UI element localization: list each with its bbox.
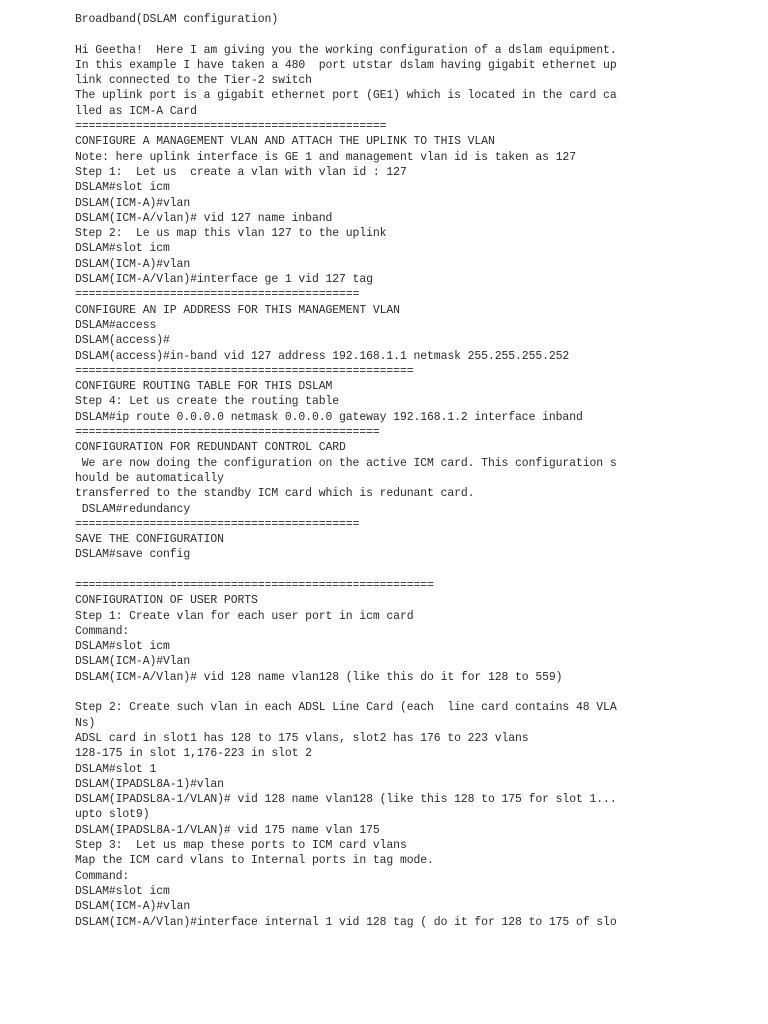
document-line: DSLAM#save config: [75, 547, 191, 562]
document-line: CONFIGURE A MANAGEMENT VLAN AND ATTACH THE UPLINK TO THIS VLAN: [75, 134, 495, 149]
document-line: SAVE THE CONFIGURATION: [75, 532, 224, 547]
document-line: 128-175 in slot 1,176-223 in slot 2: [75, 746, 312, 761]
document-line: Step 1: Create vlan for each user port in icm card: [75, 608, 414, 623]
document-line: DSLAM(ICM-A)#vlan: [75, 899, 191, 914]
document-line: DSLAM#redundancy: [75, 501, 191, 516]
document-line: ==================================================: [75, 363, 414, 378]
document-line: ==============================================: [75, 119, 387, 134]
document-line: Step 1: Let us create a vlan with vlan id : 127: [75, 164, 407, 179]
document-line: DSLAM(access)#in-band vid 127 address 192.168.1.1 netmask 255.255.255.252: [75, 348, 570, 363]
document-line: CONFIGURE ROUTING TABLE FOR THIS DSLAM: [75, 379, 333, 394]
document-line: upto slot9): [75, 807, 150, 822]
document-line: ADSL card in slot1 has 128 to 175 vlans, slot2 has 176 to 223 vlans: [75, 730, 529, 745]
document-line: DSLAM(ICM-A/Vlan)# vid 128 name vlan128 (like this do it for 128 to 559): [75, 669, 563, 684]
document-line: Step 2: Le us map this vlan 127 to the uplink: [75, 226, 387, 241]
document-line: DSLAM(ICM-A)#Vlan: [75, 654, 191, 669]
document-line: transferred to the standby ICM card which is redunant card.: [75, 486, 475, 501]
document-line: CONFIGURATION FOR REDUNDANT CONTROL CARD: [75, 440, 346, 455]
document-line: Command:: [75, 623, 130, 638]
document-body: [75, 12, 707, 930]
document-line: DSLAM(ICM-A)#vlan: [75, 256, 191, 271]
document-line: Broadband(DSLAM configuration): [75, 12, 279, 26]
document-line: hould be automatically: [75, 470, 224, 485]
document-line: DSLAM#ip route 0.0.0.0 netmask 0.0.0.0 gateway 192.168.1.2 interface inband: [75, 409, 583, 424]
document-line: lled as ICM-A Card: [75, 103, 197, 118]
document-line: DSLAM#access: [75, 317, 157, 332]
document-line: =============================================: [75, 425, 380, 440]
document-line: The uplink port is a gigabit ethernet port (GE1) which is located in the card ca: [75, 88, 617, 103]
document-line: link connected to the Tier-2 switch: [75, 73, 312, 88]
document-line: CONFIGURATION OF USER PORTS: [75, 593, 258, 608]
blank-line: [75, 27, 707, 42]
document-line: Command:: [75, 868, 130, 883]
document-line: DSLAM#slot icm: [75, 180, 170, 195]
document-line: DSLAM(IPADSL8A-1/VLAN)# vid 175 name vlan 175: [75, 822, 380, 837]
document-line: DSLAM(ICM-A)#vlan: [75, 195, 191, 210]
document-line: DSLAM#slot icm: [75, 883, 170, 898]
document-line: ==========================================: [75, 516, 360, 531]
document-line: Step 4: Let us create the routing table: [75, 394, 340, 409]
document-line: Hi Geetha! Here I am giving you the working configuration of a dslam equipment.: [75, 42, 617, 57]
document-line: Ns): [75, 715, 96, 730]
document-line: In this example I have taken a 480 port utstar dslam having gigabit ethernet up: [75, 57, 617, 72]
document-line: ==========================================: [75, 287, 360, 302]
document-line: Step 3: Let us map these ports to ICM card vlans: [75, 838, 407, 853]
blank-line: [75, 563, 707, 578]
blank-line: [75, 685, 707, 700]
document-line: DSLAM(ICM-A/Vlan)#interface ge 1 vid 127 tag: [75, 272, 373, 287]
document-line: DSLAM(access)#: [75, 333, 170, 348]
document-line: Step 2: Create such vlan in each ADSL Line Card (each line card contains 48 VLA: [75, 700, 617, 715]
document-line: Map the ICM card vlans to Internal ports in tag mode.: [75, 853, 434, 868]
document-line: Note: here uplink interface is GE 1 and management vlan id is taken as 127: [75, 149, 576, 164]
document-line: DSLAM(ICM-A/vlan)# vid 127 name inband: [75, 210, 333, 225]
document-line: DSLAM(ICM-A/Vlan)#interface internal 1 vid 128 tag ( do it for 128 to 175 of slo: [75, 914, 617, 929]
document-line: CONFIGURE AN IP ADDRESS FOR THIS MANAGEMENT VLAN: [75, 302, 400, 317]
document-line: DSLAM(IPADSL8A-1)#vlan: [75, 776, 224, 791]
document-line: DSLAM#slot icm: [75, 639, 170, 654]
document-line: DSLAM#slot icm: [75, 241, 170, 256]
document-line: =====================================================: [75, 577, 434, 592]
document-line: DSLAM#slot 1: [75, 761, 157, 776]
document-line: We are now doing the configuration on the active ICM card. This configuration s: [75, 455, 617, 470]
document-line: DSLAM(IPADSL8A-1/VLAN)# vid 128 name vlan128 (like this 128 to 175 for slot 1...: [75, 792, 617, 807]
